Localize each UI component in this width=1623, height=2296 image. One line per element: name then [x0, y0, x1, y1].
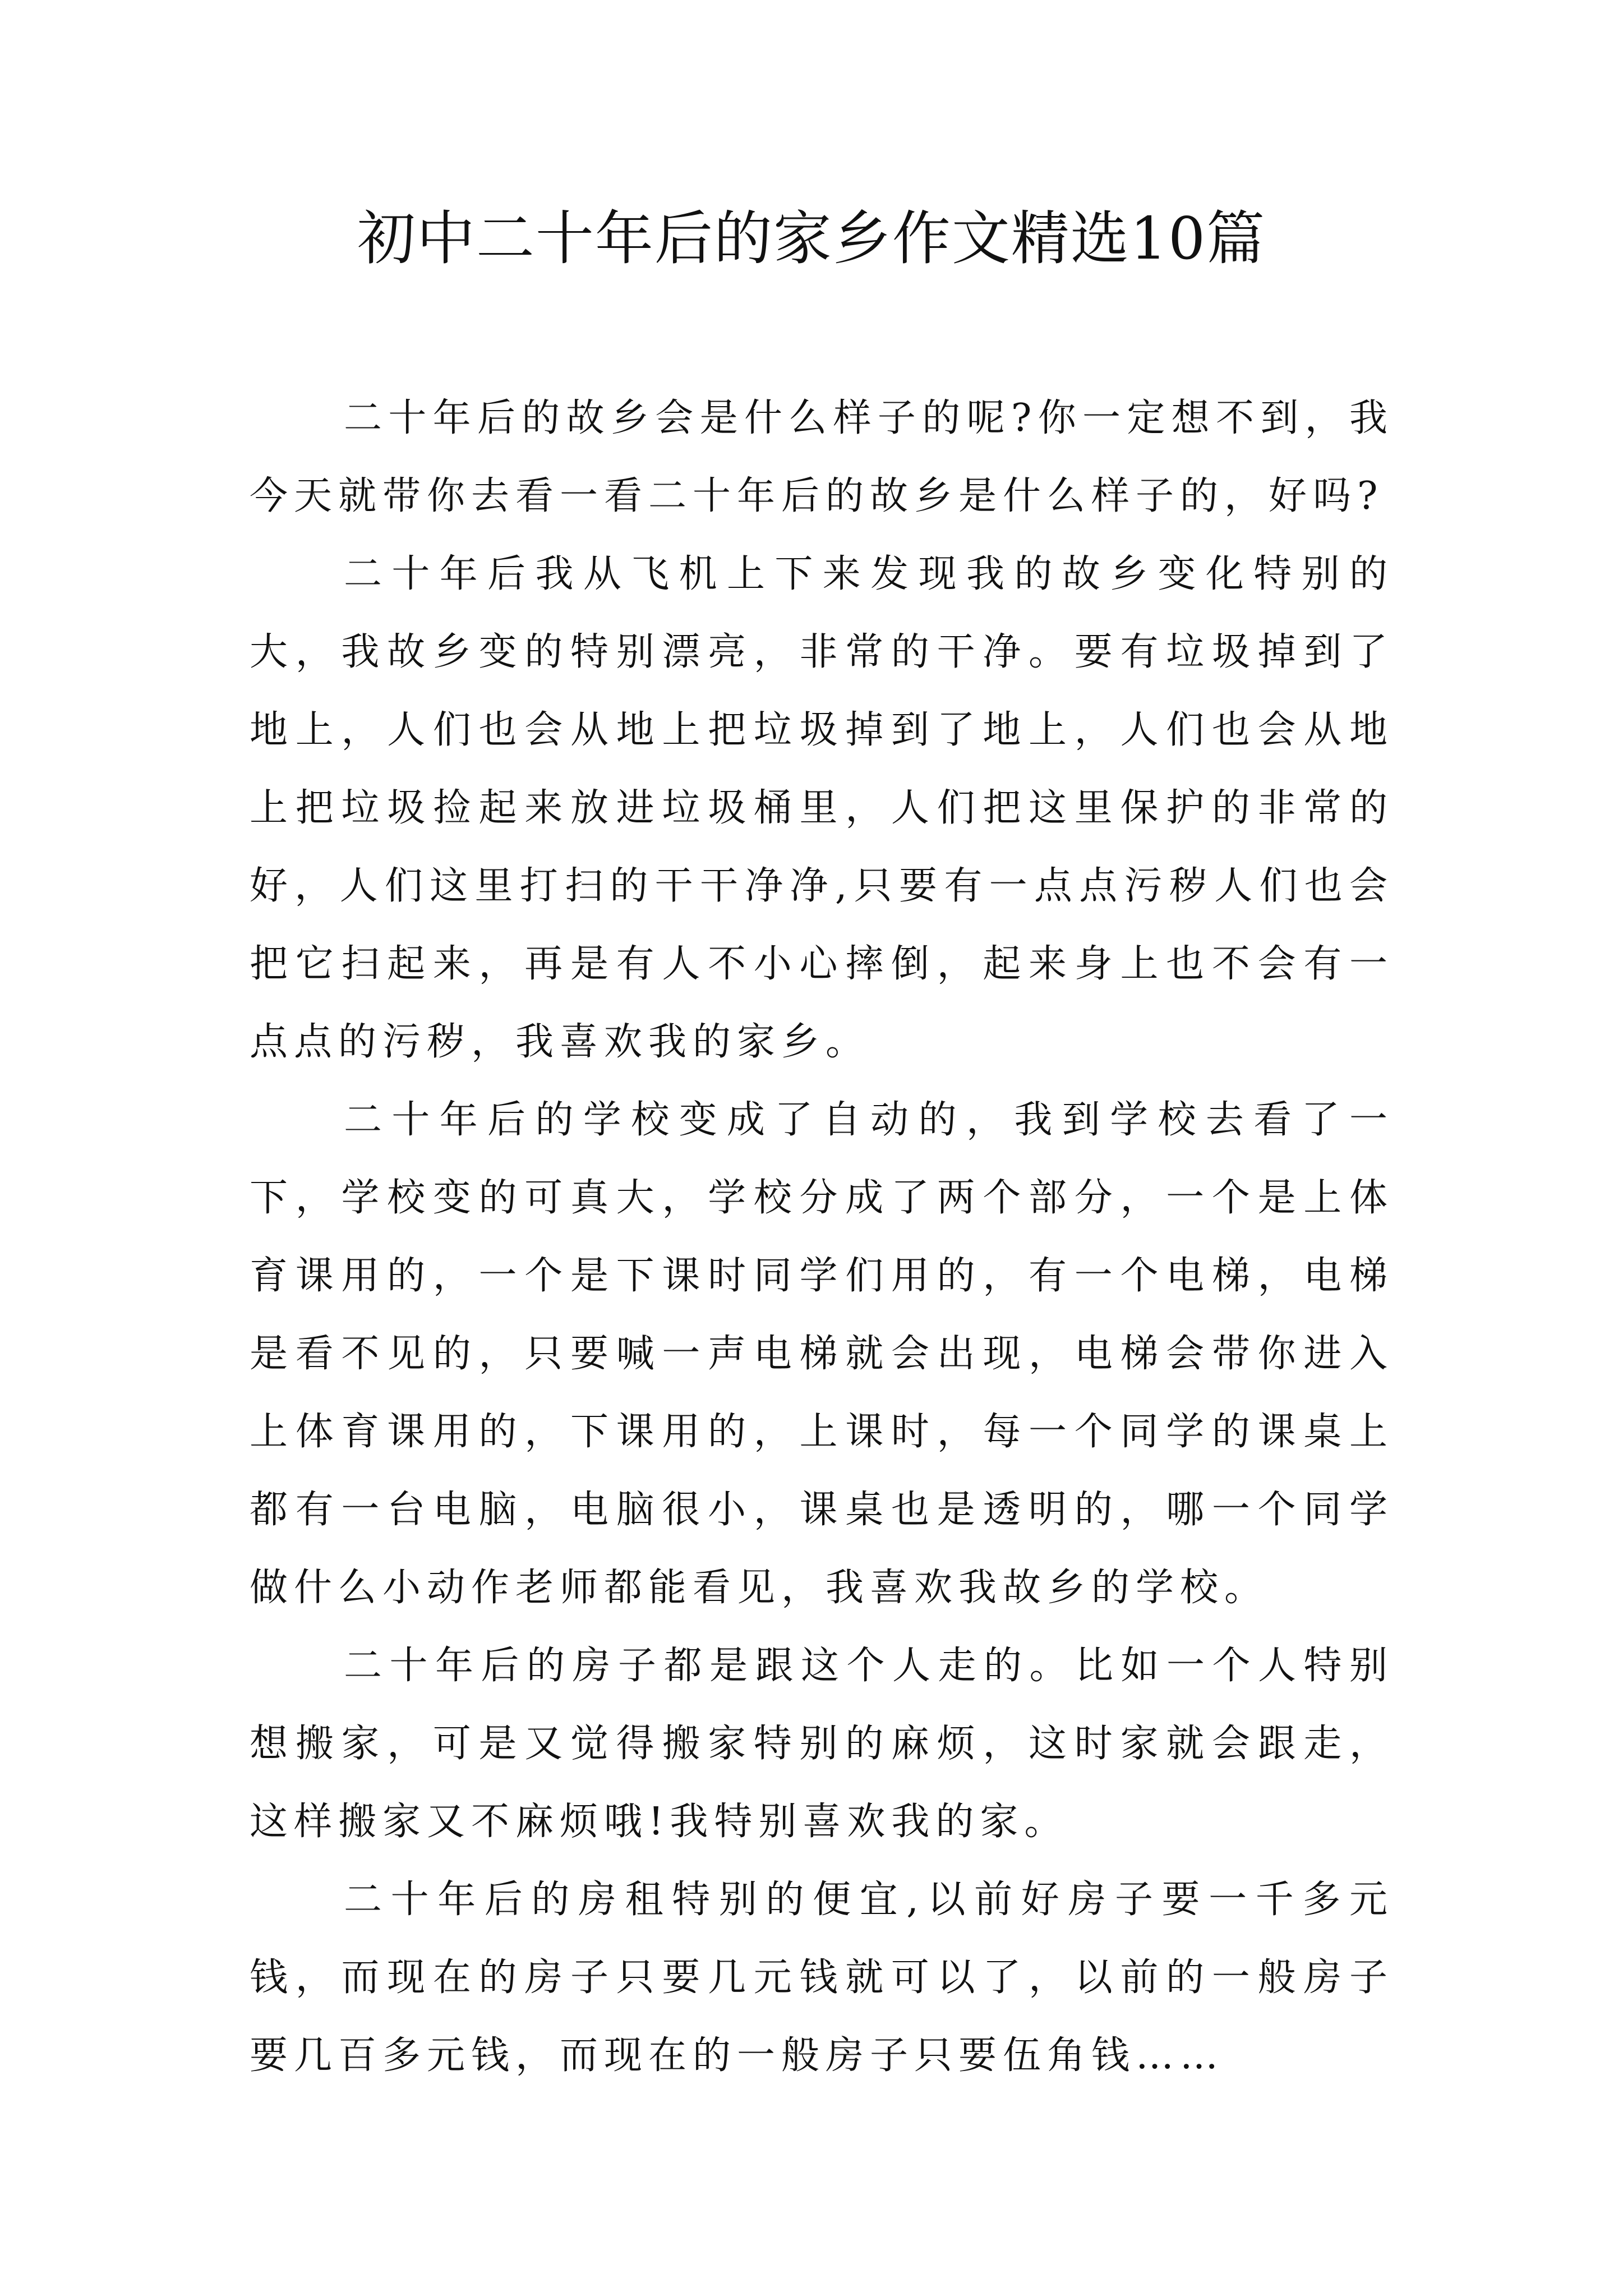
paragraph-4: 二十年后的房子都是跟这个人走的。比如一个人特别想搬家，可是又觉得搬家特别的麻烦，这时家就会跟走，这样搬家又不麻烦哦!我特别喜欢我的家。 — [250, 1644, 1394, 1844]
document-body — [250, 379, 1394, 2095]
document-title: 初中二十年后的家乡作文精选10篇 — [357, 204, 1266, 273]
paragraph-2: 二十年后我从飞机上下来发现我的故乡变化特别的大，我故乡变的特别漂亮，非常的干净。要有垃圾掉到了地上，人们也会从地上把垃圾掉到了地上，人们也会从地上把垃圾捡起来放进垃圾桶里，人们把这里保护的非常的好，人们这里打扫的干干净净,只要有一点点污秽人们也会把它扫起来，再是有人不小心摔倒，起来身上也不会有一点点的污秽，我喜欢我的家乡。 — [250, 552, 1394, 1064]
paragraph-3: 二十年后的学校变成了自动的，我到学校去看了一下，学校变的可真大，学校分成了两个部分，一个是上体育课用的，一个是下课时同学们用的，有一个电梯，电梯是看不见的，只要喊一声电梯就会出现，电梯会带你进入上体育课用的，下课用的，上课时，每一个同学的课桌上都有一台电脑，电脑很小，课桌也是透明的，哪一个同学做什么小动作老师都能看见，我喜欢我故乡的学校。 — [250, 1098, 1394, 1610]
paragraph-1: 二十年后的故乡会是什么样子的呢?你一定想不到，我今天就带你去看一看二十年后的故乡是什么样子的，好吗? — [250, 396, 1394, 518]
paragraph-5: 二十年后的房租特别的便宜,以前好房子要一千多元钱，而现在的房子只要几元钱就可以了，以前的一般房子要几百多元钱，而现在的一般房子只要伍角钱…… — [250, 1878, 1394, 2078]
